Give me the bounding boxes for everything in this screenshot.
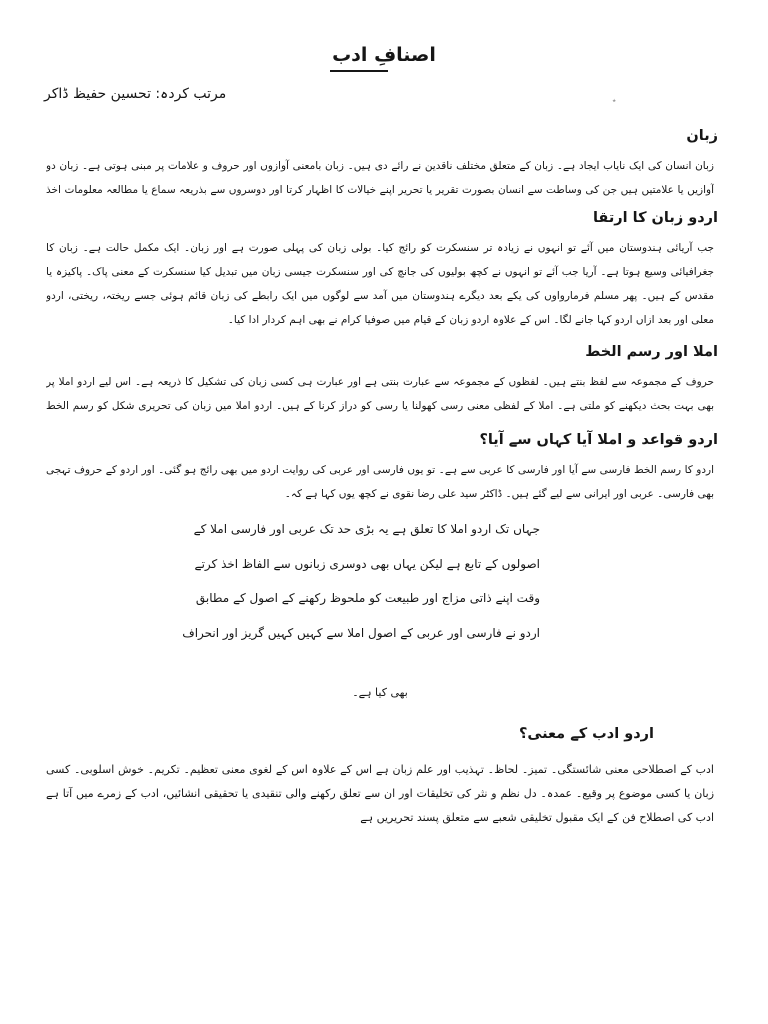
quotation-line: وقت اپنے ذاتی مزاج اور طبیعت کو ملحوظ رکھنے کے اصول کے مطابق <box>195 591 540 605</box>
compiler-credit: مرتب کردہ: تحسین حفیظ ڈاکر <box>44 86 227 102</box>
page-title: اصنافِ ادب <box>332 44 436 66</box>
heading-zaban: زبان <box>686 128 718 144</box>
heading-imla: املا اور رسم الخط <box>585 344 718 360</box>
scan-mark: ٭ <box>612 96 617 105</box>
paragraph-qawaid: اردو کا رسم الخط فارسی سے آیا اور فارسی کا عربی سے ہے۔ تو یوں فارسی اور عربی کی روایت اردو میں بھی رائج ہو گئی۔ اور اردو کے حروف تہجی بھی فارسی۔ عربی اور ایرانی سے لیے گئے ہیں۔ ڈاکٹر سید علی رضا نقوی نے کچھ یوں کہا ہے کہ۔ <box>46 464 714 500</box>
quotation-line: اردو نے فارسی اور عربی کے اصول املا سے کہیں کہیں گریز اور انحراف <box>182 625 540 640</box>
quotation-block <box>182 522 540 660</box>
title-underline <box>330 70 388 72</box>
quotation-line: اصولوں کے تابع ہے لیکن یہاں بھی دوسری زبانوں سے الفاظ اخذ کرتے <box>194 556 540 571</box>
paragraph-imla: حروف کے مجموعہ سے لفظ بنتے ہیں۔ لفظوں کے مجموعہ سے عبارت بنتی ہے اور عبارت ہی کسی زبان کی تشکیل کا ذریعہ ہے۔ اس لیے اردو املا پر بھی بہت بحث دیکھنے کو ملتی ہے۔ املا کے لفظی معنی رسی کھولنا یا رسی کو دراز کرنا کے ہیں۔ اردو املا میں زبان کی تحریری شکل کو رسم الخط <box>46 376 714 412</box>
heading-urdu-irtiqa: اردو زبان کا ارتقا <box>592 210 718 226</box>
heading-qawaid: اردو قواعد و املا آیا کہاں سے آیا؟ <box>479 432 718 448</box>
heading-adab-meaning: اردو ادب کے معنی؟ <box>519 726 654 742</box>
paragraph-adab-meaning: ادب کے اصطلاحی معنی شائستگی۔ تمیز۔ لحاظ۔ تہذیب اور علم زبان ہے اس کے علاوہ اس کے لغوی معنی تعظیم۔ تکریم۔ خوش اسلوبی۔ کسی زبان یا کسی موضوع پر وقیع۔ عمدہ۔ دل نظم و نثر کی تخلیقات اور ان سے تعلق رکھنے والی تنقیدی یا تحقیقی انشائیں، ادب کے زمرے میں آتا ہے ادب کی اصطلاح فن کے ایک مقبول تخلیقی شعبے سے متعلق پسند تحریریں ہے <box>46 763 714 824</box>
paragraph-zaban: زبان انسان کی ایک نایاب ایجاد ہے۔ زبان کے متعلق مختلف ناقدین نے رائے دی ہیں۔ زبان بامعنی آوازوں اور حروف و علامات پر مبنی ہوتی ہے۔ زبان دو آوازیں یا علامتیں ہیں جن کی وساطت سے انسان بصورت تقریر یا تحریر اپنے خیالات کا اظہار کرتا اور دوسروں سے بذریعہ سماع یا مطالعہ معلومات اخذ <box>46 160 714 196</box>
quotation-line: جہاں تک اردو املا کا تعلق ہے یہ بڑی حد تک عربی اور فارسی املا کے <box>193 522 540 536</box>
paragraph-urdu-irtiqa: جب آریائی ہندوستان میں آئے تو انہوں نے زیادہ تر سنسکرت کو رائج کیا۔ بولی زبان کی پہلی صورت ہے اور زبان۔ ایک مکمل حالت ہے۔ زبان کا جغرافیائی وسیع ہوتا ہے۔ آریا جب آئے تو انہوں نے کچھ بولیوں کی جانچ کی اور سنسکرت جیسی زبان میں تبدیل کیا سنسکرت کے معنی پاک۔ پاکیزہ یا مقدس کے ہیں۔ پھر مسلم فرمارواوں کی یکے بعد دیگرے ہندوستان میں آمد سے لوگوں میں ایک رابطے کی زبان قائم ہوئی جسے ریختہ، ریختی، اردو معلی اور بعد ازاں اردو کہا جانے لگا۔ اس کے علاوہ اردو زبان کے قیام میں صوفیا کرام نے بھی اہم کردار ادا کیا۔ <box>46 242 714 326</box>
quotation-last-line: بھی کیا ہے۔ <box>352 686 408 699</box>
